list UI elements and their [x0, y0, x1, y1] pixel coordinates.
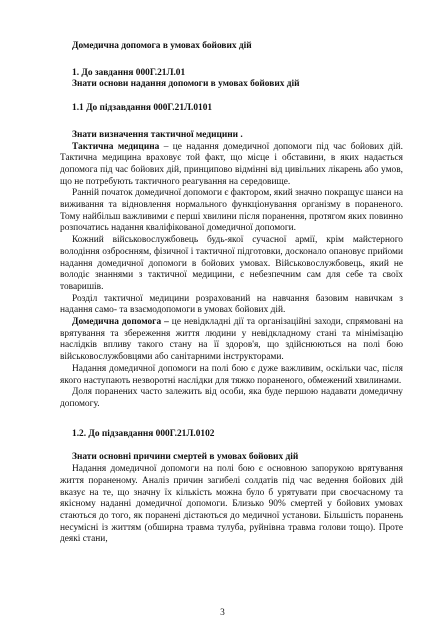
subtask-heading: 1.1 До підзавдання 000Г.21Л.0101	[72, 103, 213, 114]
paragraph	[60, 142, 403, 189]
page-number: 3	[220, 608, 225, 618]
paragraph: Розділ тактичної медицини розрахований на навчання базовим навичкам з надання само- та взаємодопомоги в умовах бойових дій.	[60, 293, 403, 316]
paragraph	[60, 317, 403, 364]
paragraph: Надання домедичної допомоги на полі бою є дуже важливим, оскільки час, після якого наступають незворотні наслідки для тяжко пораненого, обмежений хвилинами.	[60, 363, 403, 386]
paragraph: Ранній початок домедичної допомоги є фактором, який значно покращує шанси на виживання та відновлення нормального функціонування організму в пораненого. Тому найбільш важливими є перші хвилини після поранення, протягом яких повинно розпочатись надання кваліфікованої домедичної допомоги.	[60, 188, 403, 234]
term-tactical-medicine: Тактична медицина	[72, 141, 160, 152]
paragraph-text: це невідкладні дії та організаційні заходи, спрямовані на врятування та збереження життя людини у невідкладному стані та мінімізацію наслідків впливу такого стану на її здоров'я, що здійснюються на полі бою військовослужбовцями або санітарними інструкторами.	[60, 317, 403, 363]
paragraph-text: – це надання домедичної допомоги під час бойових дій. Тактична медицина враховує той факт, що місце і обставини, в яких надається допомога під час бойових дій, принципово відмінні від цивільних лікарень або умов, що не потребують тактичного реагування на середовище.	[60, 141, 403, 187]
paragraph: Надання домедичної допомоги на полі бою є основною запорукою врятування життя пораненому. Аналіз причин загибелі солдатів під час ведення бойових дій вказує на те, що значну їх кількість можна було б урятувати при своєчасному та якісному наданні домедичної допомоги. Близько 90% смертей у бойових умовах стаються до того, як поранені дістаються до медичної установи. Більшість поранень несумісні із життям (обширна травма тулуба, руйнівна травма голови тощо). Проте деякі стани,	[60, 464, 403, 545]
paragraph: Доля поранених часто залежить від особи, яка буде першою надавати домедичну допомогу.	[60, 387, 403, 409]
topic-heading: Знати основні причини смертей в умовах бойових дій	[72, 452, 299, 463]
section-subheading: Знати основи надання допомоги в умовах бойових дій	[72, 79, 300, 90]
paragraph: Кожний військовослужбовець будь-якої сучасної армії, крім майстерного володіння озброєнням, фізичної і тактичної підготовки, досконало опановує прийоми надання домедичної допомоги в бойових умовах. Військовослужбовець, який не володіє знаннями з тактичної медицини, є небезпечним сам для себе та своїх товаришів.	[60, 235, 403, 292]
topic-heading: Знати визначення тактичної медицини .	[72, 129, 243, 140]
term-first-aid: Домедична допомога –	[72, 317, 169, 328]
section-heading: 1. До завдання 000Г.21Л.01	[72, 67, 186, 78]
document-title: Домедична допомога в умовах бойових дій	[72, 41, 252, 51]
page-content	[60, 41, 403, 546]
subtask-heading: 1.2. До підзавдання 000Г.21Л.0102	[72, 428, 215, 439]
